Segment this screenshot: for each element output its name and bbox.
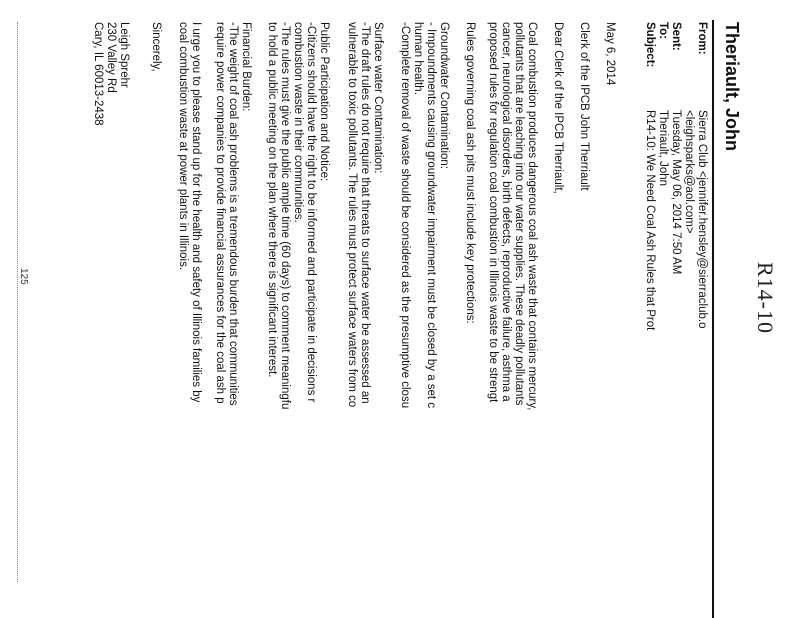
section-heading: Financial Burden: <box>240 22 252 112</box>
section-heading: Surface water Contamination: <box>372 22 384 174</box>
subject-row <box>643 22 656 618</box>
subject-value: R14-10: We Need Coal Ash Rules that Prot <box>644 110 656 331</box>
header-divider <box>712 20 714 618</box>
closing-line: coal combustion waste at power plants in Illinois. <box>177 22 189 271</box>
section-line: - Impoundments causing groundwater impairment must be closed by a set c <box>425 22 437 409</box>
closing-paragraph <box>176 22 202 618</box>
section-line: combustion waste in their communities. <box>292 22 304 223</box>
closing-line: I urge you to please stand up for the health and safety of Illinois families by <box>190 22 202 403</box>
intro-line: Coal combustion produces dangerous coal ash waste that contains mercury, <box>526 22 538 411</box>
financial-section <box>213 22 252 618</box>
to-label: To: <box>657 22 669 40</box>
section-line: to hold a public meeting on the plan where there is significant interest. <box>266 22 278 378</box>
from-value-2: <leighsparks@aol.com> <box>683 110 695 234</box>
sender-name: Theriault, John <box>722 22 742 152</box>
docket-number: R14-10 <box>753 262 778 334</box>
letter-recipient: Clerk of the IPCB John Therriault <box>578 22 590 191</box>
signer-street: 230 Valley Rd <box>105 22 117 93</box>
intro-line: proposed rules for regulation coal combustion in Illinois waste to be strengt <box>487 22 499 403</box>
section-heading: Public Participation and Notice: <box>318 22 330 182</box>
participation-section <box>265 22 330 618</box>
groundwater-section <box>398 22 450 618</box>
subject-label: Subject: <box>644 22 656 68</box>
surface-water-section <box>345 22 384 618</box>
section-line: -The weight of coal ash problems is a tremendous burden that communities <box>227 22 239 406</box>
letter-salutation: Dear Clerk of the IPCB Therriault, <box>552 22 564 194</box>
section-line: vulnerable to toxic pollutants. The rules must protect surface waters from co <box>346 22 358 408</box>
section-heading: Groundwater Contamination: <box>438 22 450 170</box>
sent-value: Tuesday, May 06, 2014 7:50 AM <box>670 110 682 275</box>
page-number: 125 <box>18 268 29 285</box>
sent-row <box>669 22 682 618</box>
from-label: From: <box>696 22 708 55</box>
section-line: human health. <box>412 22 424 95</box>
intro-line: pollutants that are leaching into our water supplies. These deadly pollutants <box>513 22 525 406</box>
provisions-line: Rules governing coal ash pits must include key protections: <box>464 22 476 324</box>
intro-line: cancer, neurological disorders, birth defects, reproductive failure, asthma a <box>500 22 512 402</box>
section-line: -Complete removal of waste should be considered as the presumptive closu <box>399 22 411 409</box>
signer-name: Leigh Sprehr <box>118 22 130 88</box>
section-line: require power companies to provide financial assurances for the coal ash p <box>214 22 226 404</box>
section-line: -The draft rules do not require that threats to surface water be assessed an <box>359 22 371 404</box>
from-row-2 <box>682 22 695 618</box>
from-row <box>695 22 708 618</box>
signoff: Sincerely, <box>150 22 162 72</box>
signature-block <box>91 22 130 618</box>
section-line: -Citizens should have the right to be informed and participate in decisions r <box>305 22 317 403</box>
sent-label: Sent: <box>670 22 682 51</box>
intro-paragraph <box>486 22 538 618</box>
section-line: -The rules must give the public ample time (60 days) to comment meaningfu <box>279 22 291 410</box>
letter-date: May 6, 2014 <box>604 22 616 86</box>
to-row <box>656 22 669 618</box>
signer-city: Cary, IL 60013-2438 <box>92 22 104 126</box>
scan-edge-line <box>17 22 18 582</box>
from-value: Sierra Club <jennifer.hensley@sierraclub.o <box>696 110 708 329</box>
to-value: Theriault, John <box>657 110 669 187</box>
